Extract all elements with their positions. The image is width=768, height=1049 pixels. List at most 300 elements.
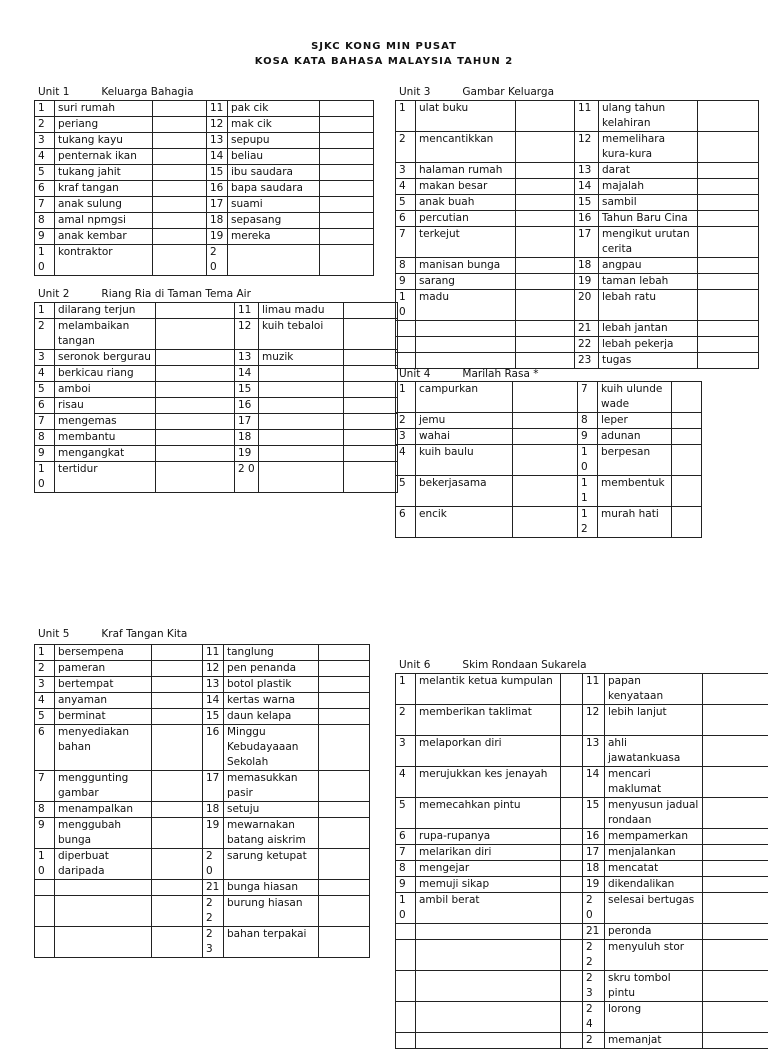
- unit-title: Gambar Keluarga: [462, 86, 554, 98]
- row-number-cell: 4: [396, 767, 416, 798]
- row-number-cell: 17: [583, 845, 605, 861]
- row-number-cell: 2 0: [235, 462, 259, 493]
- row-number-cell: 4: [396, 179, 416, 195]
- notes-cell: [344, 398, 398, 414]
- table-row: [35, 771, 370, 802]
- row-number-cell: 3: [396, 736, 416, 767]
- unit-title: Skim Rondaan Sukarela: [462, 659, 586, 671]
- word-cell: kertas warna: [224, 693, 319, 709]
- word-cell: memelihara kura-kura: [599, 132, 698, 163]
- notes-cell: [672, 429, 702, 445]
- table-row: [35, 197, 374, 213]
- table-row: [35, 213, 374, 229]
- notes-cell: [516, 337, 575, 353]
- row-number-cell: 14: [203, 693, 224, 709]
- word-cell: [416, 924, 561, 940]
- notes-cell: [703, 674, 768, 705]
- notes-cell: [320, 149, 374, 165]
- word-cell: menyuluh stor: [605, 940, 703, 971]
- table-row: [396, 476, 702, 507]
- row-number-cell: 6: [396, 211, 416, 227]
- unit-number: Unit 4: [399, 368, 430, 380]
- word-cell: [259, 462, 344, 493]
- notes-cell: [703, 767, 768, 798]
- word-cell: lebah ratu: [599, 290, 698, 321]
- notes-cell: [153, 181, 207, 197]
- notes-cell: [698, 195, 759, 211]
- table-row: [35, 645, 370, 661]
- notes-cell: [703, 845, 768, 861]
- notes-cell: [561, 705, 583, 736]
- row-number-cell: 12: [235, 319, 259, 350]
- word-cell: memanjat: [605, 1033, 703, 1049]
- notes-cell: [152, 771, 203, 802]
- notes-cell: [698, 321, 759, 337]
- row-number-cell: [396, 337, 416, 353]
- notes-cell: [156, 382, 235, 398]
- row-number-cell: 11: [203, 645, 224, 661]
- table-row: [35, 725, 370, 771]
- row-number-cell: [396, 353, 416, 369]
- row-number-cell: 2: [396, 132, 416, 163]
- row-number-cell: [35, 880, 55, 896]
- row-number-cell: 8: [35, 430, 55, 446]
- row-number-cell: 13: [203, 677, 224, 693]
- notes-cell: [561, 674, 583, 705]
- word-cell: menggunting gambar: [55, 771, 152, 802]
- notes-cell: [156, 430, 235, 446]
- word-cell: mak cik: [228, 117, 320, 133]
- word-cell: [416, 1033, 561, 1049]
- notes-cell: [516, 290, 575, 321]
- table-row: [396, 258, 759, 274]
- row-number-cell: 2: [396, 705, 416, 736]
- row-number-cell: 21: [575, 321, 599, 337]
- table-row: [396, 767, 768, 798]
- word-cell: daun kelapa: [224, 709, 319, 725]
- table-row: [396, 163, 759, 179]
- word-cell: membantu: [55, 430, 156, 446]
- table-row: [35, 677, 370, 693]
- table-row: [35, 880, 370, 896]
- table-row: [396, 736, 768, 767]
- row-number-cell: [396, 924, 416, 940]
- row-number-cell: 6: [35, 725, 55, 771]
- notes-cell: [703, 1002, 768, 1033]
- word-cell: melambaikan tangan: [55, 319, 156, 350]
- table-row: [35, 229, 374, 245]
- table-row: [35, 149, 374, 165]
- row-number-cell: 7: [578, 382, 598, 413]
- table-row: [35, 117, 374, 133]
- notes-cell: [320, 133, 374, 149]
- notes-cell: [319, 645, 370, 661]
- unit-number: Unit 1: [38, 86, 69, 98]
- notes-cell: [319, 896, 370, 927]
- word-cell: bertempat: [55, 677, 152, 693]
- row-number-cell: 15: [207, 165, 228, 181]
- word-cell: memasukkan pasir: [224, 771, 319, 802]
- table-row: [396, 382, 702, 413]
- row-number-cell: 9: [396, 274, 416, 290]
- notes-cell: [319, 725, 370, 771]
- notes-cell: [156, 366, 235, 382]
- notes-cell: [561, 736, 583, 767]
- row-number-cell: 14: [235, 366, 259, 382]
- word-cell: [416, 971, 561, 1002]
- row-number-cell: 14: [583, 767, 605, 798]
- notes-cell: [344, 350, 398, 366]
- notes-cell: [153, 101, 207, 117]
- unit-title: Kraf Tangan Kita: [101, 628, 187, 640]
- word-cell: tukang jahit: [55, 165, 153, 181]
- notes-cell: [698, 290, 759, 321]
- row-number-cell: 23: [575, 353, 599, 369]
- row-number-cell: 3: [35, 350, 55, 366]
- row-number-cell: 2 4: [583, 1002, 605, 1033]
- notes-cell: [320, 213, 374, 229]
- table-row: [396, 507, 702, 538]
- row-number-cell: 4: [35, 366, 55, 382]
- word-cell: makan besar: [416, 179, 516, 195]
- row-number-cell: 17: [207, 197, 228, 213]
- notes-cell: [344, 430, 398, 446]
- notes-cell: [672, 445, 702, 476]
- word-cell: bunga hiasan: [224, 880, 319, 896]
- word-cell: bersempena: [55, 645, 152, 661]
- word-cell: kontraktor: [55, 245, 153, 276]
- row-number-cell: 7: [396, 845, 416, 861]
- notes-cell: [513, 413, 578, 429]
- notes-cell: [153, 133, 207, 149]
- word-cell: berminat: [55, 709, 152, 725]
- word-cell: tertidur: [55, 462, 156, 493]
- notes-cell: [344, 382, 398, 398]
- row-number-cell: 1: [35, 101, 55, 117]
- row-number-cell: 18: [203, 802, 224, 818]
- row-number-cell: 7: [35, 414, 55, 430]
- row-number-cell: 11: [235, 303, 259, 319]
- notes-cell: [516, 163, 575, 179]
- word-cell: anak sulung: [55, 197, 153, 213]
- word-cell: mengangkat: [55, 446, 156, 462]
- row-number-cell: 16: [575, 211, 599, 227]
- word-cell: muzik: [259, 350, 344, 366]
- unit-number: Unit 2: [38, 288, 69, 300]
- unit-number: Unit 3: [399, 86, 430, 98]
- row-number-cell: 2 0: [207, 245, 228, 276]
- word-cell: papan kenyataan: [605, 674, 703, 705]
- notes-cell: [319, 927, 370, 958]
- school-title: SJKC KONG MIN PUSAT: [0, 41, 768, 52]
- row-number-cell: 3: [396, 429, 416, 445]
- row-number-cell: 18: [235, 430, 259, 446]
- row-number-cell: 11: [578, 476, 598, 507]
- word-cell: berpesan: [598, 445, 672, 476]
- word-cell: mengemas: [55, 414, 156, 430]
- notes-cell: [153, 149, 207, 165]
- row-number-cell: 16: [207, 181, 228, 197]
- word-cell: kraf tangan: [55, 181, 153, 197]
- row-number-cell: 2: [35, 117, 55, 133]
- vocabulary-table: [34, 302, 398, 493]
- unit-title: Riang Ria di Taman Tema Air: [101, 288, 250, 300]
- notes-cell: [156, 319, 235, 350]
- row-number-cell: 3: [35, 133, 55, 149]
- word-cell: leper: [598, 413, 672, 429]
- notes-cell: [320, 245, 374, 276]
- word-cell: berkicau riang: [55, 366, 156, 382]
- word-cell: menggubah bunga: [55, 818, 152, 849]
- table-row: [396, 445, 702, 476]
- word-cell: mencatat: [605, 861, 703, 877]
- row-number-cell: 2 0: [203, 849, 224, 880]
- row-number-cell: 4: [35, 149, 55, 165]
- word-cell: selesai bertugas: [605, 893, 703, 924]
- notes-cell: [698, 179, 759, 195]
- row-number-cell: 11: [583, 674, 605, 705]
- word-cell: kuih baulu: [416, 445, 513, 476]
- notes-cell: [152, 693, 203, 709]
- table-row: [35, 818, 370, 849]
- word-cell: memecahkan pintu: [416, 798, 561, 829]
- word-cell: [416, 321, 516, 337]
- word-cell: menampalkan: [55, 802, 152, 818]
- notes-cell: [672, 382, 702, 413]
- row-number-cell: 2: [396, 413, 416, 429]
- word-cell: [228, 245, 320, 276]
- row-number-cell: 17: [203, 771, 224, 802]
- table-row: [35, 303, 398, 319]
- row-number-cell: 10: [35, 245, 55, 276]
- word-cell: darat: [599, 163, 698, 179]
- row-number-cell: 2 3: [203, 927, 224, 958]
- word-cell: mengejar: [416, 861, 561, 877]
- unit-number: Unit 6: [399, 659, 430, 671]
- word-cell: bahan terpakai: [224, 927, 319, 958]
- word-cell: [259, 430, 344, 446]
- word-cell: anak buah: [416, 195, 516, 211]
- row-number-cell: 15: [235, 382, 259, 398]
- notes-cell: [561, 971, 583, 1002]
- table-row: [396, 101, 759, 132]
- notes-cell: [513, 476, 578, 507]
- notes-cell: [320, 165, 374, 181]
- table-row: [35, 165, 374, 181]
- row-number-cell: 15: [203, 709, 224, 725]
- row-number-cell: 2 3: [583, 971, 605, 1002]
- unit-heading: [38, 628, 187, 640]
- table-row: [35, 462, 398, 493]
- word-cell: setuju: [224, 802, 319, 818]
- table-row: [396, 705, 768, 736]
- row-number-cell: 17: [575, 227, 599, 258]
- notes-cell: [703, 971, 768, 1002]
- row-number-cell: 5: [396, 798, 416, 829]
- word-cell: mencari maklumat: [605, 767, 703, 798]
- vocabulary-table: [34, 100, 374, 276]
- row-number-cell: 12: [578, 507, 598, 538]
- word-cell: risau: [55, 398, 156, 414]
- row-number-cell: 1: [35, 303, 55, 319]
- row-number-cell: 22: [575, 337, 599, 353]
- row-number-cell: 5: [35, 709, 55, 725]
- row-number-cell: 2: [35, 319, 55, 350]
- unit-heading: [38, 288, 251, 300]
- table-row: [35, 693, 370, 709]
- notes-cell: [672, 476, 702, 507]
- notes-cell: [320, 101, 374, 117]
- table-row: [35, 101, 374, 117]
- notes-cell: [344, 303, 398, 319]
- row-number-cell: 13: [235, 350, 259, 366]
- row-number-cell: 9: [578, 429, 598, 445]
- word-cell: ibu saudara: [228, 165, 320, 181]
- notes-cell: [561, 893, 583, 924]
- notes-cell: [319, 709, 370, 725]
- word-cell: beliau: [228, 149, 320, 165]
- row-number-cell: 19: [207, 229, 228, 245]
- word-cell: [259, 398, 344, 414]
- row-number-cell: 3: [396, 163, 416, 179]
- word-cell: mencantikkan: [416, 132, 516, 163]
- notes-cell: [561, 829, 583, 845]
- word-cell: [416, 353, 516, 369]
- table-row: [396, 940, 768, 971]
- notes-cell: [703, 877, 768, 893]
- notes-cell: [152, 802, 203, 818]
- notes-cell: [153, 229, 207, 245]
- word-cell: majalah: [599, 179, 698, 195]
- word-cell: tugas: [599, 353, 698, 369]
- table-row: [35, 446, 398, 462]
- table-row: [396, 290, 759, 321]
- row-number-cell: 10: [396, 290, 416, 321]
- row-number-cell: 11: [207, 101, 228, 117]
- table-row: [396, 877, 768, 893]
- word-cell: [55, 896, 152, 927]
- word-cell: mereka: [228, 229, 320, 245]
- table-row: [396, 674, 768, 705]
- notes-cell: [698, 163, 759, 179]
- notes-cell: [320, 181, 374, 197]
- notes-cell: [319, 771, 370, 802]
- row-number-cell: 16: [203, 725, 224, 771]
- notes-cell: [152, 661, 203, 677]
- row-number-cell: 6: [35, 181, 55, 197]
- row-number-cell: 1: [396, 382, 416, 413]
- word-cell: lebih lanjut: [605, 705, 703, 736]
- row-number-cell: 1: [396, 674, 416, 705]
- word-cell: [259, 446, 344, 462]
- notes-cell: [152, 880, 203, 896]
- notes-cell: [698, 353, 759, 369]
- row-number-cell: 1: [396, 101, 416, 132]
- word-cell: anyaman: [55, 693, 152, 709]
- row-number-cell: 2: [35, 661, 55, 677]
- word-cell: [259, 414, 344, 430]
- table-row: [35, 661, 370, 677]
- row-number-cell: 19: [235, 446, 259, 462]
- table-row: [396, 413, 702, 429]
- table-row: [396, 179, 759, 195]
- word-cell: lorong: [605, 1002, 703, 1033]
- table-row: [396, 353, 759, 369]
- row-number-cell: 5: [35, 382, 55, 398]
- word-cell: ulang tahun kelahiran: [599, 101, 698, 132]
- word-cell: [259, 382, 344, 398]
- word-cell: seronok bergurau: [55, 350, 156, 366]
- word-cell: suami: [228, 197, 320, 213]
- word-cell: melaporkan diri: [416, 736, 561, 767]
- row-number-cell: 5: [396, 195, 416, 211]
- notes-cell: [152, 709, 203, 725]
- notes-cell: [513, 429, 578, 445]
- row-number-cell: 8: [578, 413, 598, 429]
- word-cell: murah hati: [598, 507, 672, 538]
- notes-cell: [703, 940, 768, 971]
- word-cell: Tahun Baru Cina: [599, 211, 698, 227]
- notes-cell: [319, 818, 370, 849]
- notes-cell: [561, 845, 583, 861]
- word-cell: sarang: [416, 274, 516, 290]
- notes-cell: [516, 195, 575, 211]
- table-row: [396, 429, 702, 445]
- word-cell: tukang kayu: [55, 133, 153, 149]
- word-cell: mempamerkan: [605, 829, 703, 845]
- word-cell: taman lebah: [599, 274, 698, 290]
- row-number-cell: 13: [575, 163, 599, 179]
- notes-cell: [703, 736, 768, 767]
- notes-cell: [513, 445, 578, 476]
- table-row: [396, 195, 759, 211]
- word-cell: mengikut urutan cerita: [599, 227, 698, 258]
- notes-cell: [153, 165, 207, 181]
- notes-cell: [561, 767, 583, 798]
- table-row: [35, 133, 374, 149]
- notes-cell: [703, 893, 768, 924]
- row-number-cell: 8: [35, 802, 55, 818]
- word-cell: sambil: [599, 195, 698, 211]
- row-number-cell: 10: [35, 462, 55, 493]
- notes-cell: [672, 413, 702, 429]
- word-cell: membentuk: [598, 476, 672, 507]
- row-number-cell: [396, 940, 416, 971]
- table-row: [35, 849, 370, 880]
- row-number-cell: 2 0: [583, 893, 605, 924]
- row-number-cell: 12: [575, 132, 599, 163]
- word-cell: memuji sikap: [416, 877, 561, 893]
- word-cell: amboi: [55, 382, 156, 398]
- unit-heading: [38, 86, 194, 98]
- word-cell: sepupu: [228, 133, 320, 149]
- word-cell: percutian: [416, 211, 516, 227]
- table-row: [396, 132, 759, 163]
- row-number-cell: 14: [575, 179, 599, 195]
- vocabulary-table: [395, 381, 702, 538]
- notes-cell: [561, 1033, 583, 1049]
- row-number-cell: 8: [35, 213, 55, 229]
- notes-cell: [516, 258, 575, 274]
- table-row: [35, 382, 398, 398]
- word-cell: sepasang: [228, 213, 320, 229]
- vocabulary-table: [395, 100, 759, 369]
- row-number-cell: 7: [35, 197, 55, 213]
- word-cell: periang: [55, 117, 153, 133]
- word-cell: amal npmgsi: [55, 213, 153, 229]
- table-row: [35, 350, 398, 366]
- row-number-cell: 21: [583, 924, 605, 940]
